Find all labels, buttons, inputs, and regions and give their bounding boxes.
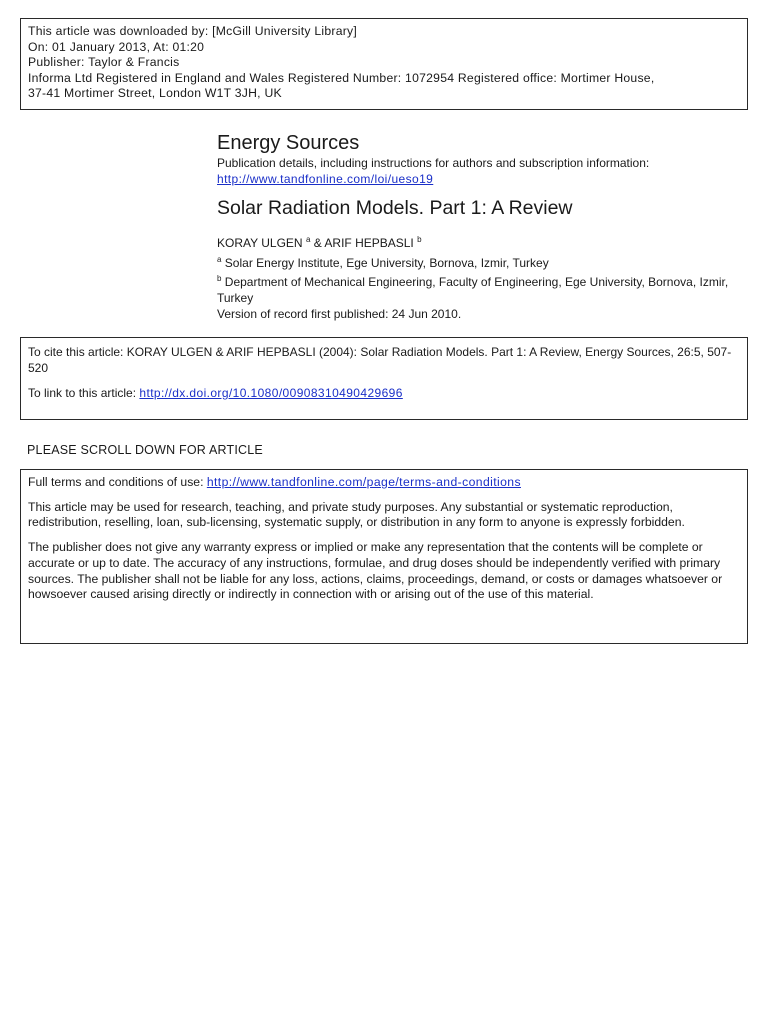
journal-header bbox=[217, 131, 737, 322]
download-line-publisher: Publisher: Taylor & Francis bbox=[28, 55, 180, 70]
affiliation-a bbox=[217, 255, 737, 271]
download-line-date: On: 01 January 2013, At: 01:20 bbox=[28, 39, 205, 54]
download-line-address: 37-41 Mortimer Street, London W1T 3JH, UK bbox=[28, 86, 282, 101]
version-of-record: Version of record first published: 24 Jun 2010. bbox=[217, 307, 462, 322]
affiliation-a-text: Solar Energy Institute, Ege University, Bornova, Izmir, Turkey bbox=[224, 256, 549, 271]
terms-label: Full terms and conditions of use: bbox=[28, 475, 204, 489]
citation-box bbox=[20, 337, 748, 420]
terms-paragraph-warranty: The publisher does not give any warranty express or implied or make any representation that the contents will be complete or accurate or up to date. The accuracy of any instructions, formulae, and drug doses should be independently verified with primary sources. The publisher shall not be liable for any loss, actions, claims, proceedings, demand, or costs or damages whatsoever or howsoever caused arising directly or indirectly in connection with or arising out of the use of this material. bbox=[28, 540, 723, 602]
terms-link[interactable]: http://www.tandfonline.com/page/terms-and-conditions bbox=[206, 475, 521, 489]
article-title: Solar Radiation Models. Part 1: A Review bbox=[217, 197, 573, 219]
affiliation-b bbox=[217, 274, 737, 306]
affiliation-b-text: Department of Mechanical Engineering, Faculty of Engineering, Ege University, Bornova, Izmir, Turkey bbox=[217, 275, 729, 306]
publication-details-text: Publication details, including instructions for authors and subscription information: bbox=[217, 156, 650, 170]
affiliation-a-marker: a bbox=[217, 255, 222, 265]
journal-title: Energy Sources bbox=[217, 132, 360, 154]
article-link-line bbox=[28, 386, 740, 402]
article-link-label: To link to this article: bbox=[28, 386, 137, 400]
journal-url-link[interactable]: http://www.tandfonline.com/loi/ueso19 bbox=[217, 171, 434, 186]
publication-details bbox=[217, 156, 737, 187]
doi-link[interactable]: http://dx.doi.org/10.1080/00908310490429696 bbox=[139, 386, 403, 400]
download-line-library: This article was downloaded by: [McGill University Library] bbox=[28, 24, 358, 38]
download-info-box bbox=[20, 18, 748, 110]
authors-line bbox=[217, 236, 737, 251]
terms-paragraph-usage: This article may be used for research, teaching, and private study purposes. Any substantial or systematic reproduction, redistribution, reselling, loan, sub-licensing, systematic supply, or distribution in any form to anyone is expressly forbidden. bbox=[28, 499, 685, 530]
scroll-down-note: PLEASE SCROLL DOWN FOR ARTICLE bbox=[27, 443, 263, 457]
terms-line bbox=[28, 475, 740, 491]
download-line-registration: Informa Ltd Registered in England and Wales Registered Number: 1072954 Registered office: Mortimer House, bbox=[28, 70, 655, 85]
author-hepbasli-affil-marker: b bbox=[417, 235, 422, 245]
author-separator: & bbox=[310, 236, 325, 251]
author-hepbasli: ARIF HEPBASLI bbox=[324, 236, 414, 251]
affiliation-b-marker: b bbox=[217, 274, 222, 284]
author-ulgen-affil-marker: a bbox=[305, 235, 311, 245]
author-ulgen: KORAY ULGEN bbox=[217, 236, 303, 251]
cite-text: To cite this article: KORAY ULGEN & ARIF HEPBASLI (2004): Solar Radiation Models. Part 1: A Review, Energy Sources, 26:5, 507-520 bbox=[28, 345, 732, 375]
terms-box bbox=[20, 469, 748, 644]
